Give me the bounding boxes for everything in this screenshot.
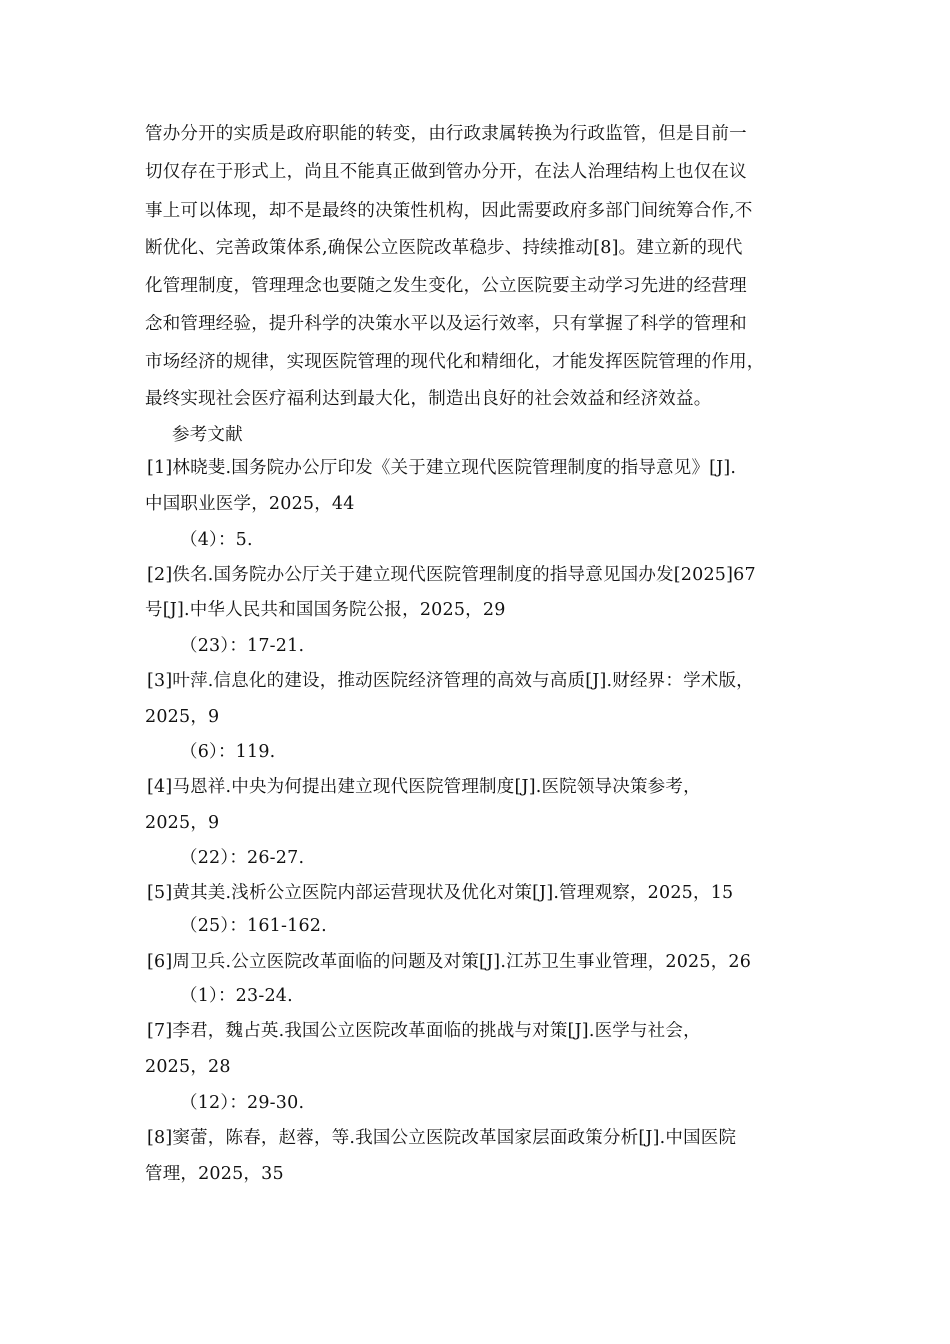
reference-4-line-2: 2025，9: [145, 813, 220, 833]
reference-3-line-3: （6）：119.: [180, 742, 276, 762]
reference-6-line-1: [6]周卫兵.公立医院改革面临的问题及对策[J].江苏卫生事业管理，2025，26: [147, 952, 752, 972]
body-line: 管办分开的实质是政府职能的转变，由行政隶属转换为行政监管，但是目前一: [145, 124, 747, 144]
reference-3-line-2: 2025，9: [145, 707, 220, 727]
reference-7-line-1: [7]李君，魏占英.我国公立医院改革面临的挑战与对策[J].医学与社会，: [147, 1021, 701, 1041]
reference-2-line-3: （23）：17-21.: [180, 636, 305, 656]
references-heading: 参考文献: [172, 425, 243, 445]
reference-2-line-2: 号[J].中华人民共和国国务院公报，2025，29: [145, 600, 506, 620]
reference-2-line-1: [2]佚名.国务院办公厅关于建立现代医院管理制度的指导意见国办发[2025]67: [147, 565, 756, 585]
reference-8-line-1: [8]窦蕾，陈春，赵蓉，等.我国公立医院改革国家层面政策分析[J].中国医院: [147, 1128, 737, 1148]
reference-1-line-3: （4）：5.: [180, 530, 253, 550]
reference-4-line-3: （22）：26-27.: [180, 848, 305, 868]
body-line: 最终实现社会医疗福利达到最大化，制造出良好的社会效益和经济效益。: [145, 389, 712, 409]
reference-7-line-2: 2025，28: [145, 1057, 231, 1077]
reference-1-line-2: 中国职业医学，2025，44: [145, 494, 355, 514]
reference-7-line-3: （12）：29-30.: [180, 1093, 305, 1113]
body-line: 念和管理经验，提升科学的决策水平以及运行效率，只有掌握了科学的管理和: [145, 314, 747, 334]
reference-4-line-1: [4]马恩祥.中央为何提出建立现代医院管理制度[J].医院领导决策参考，: [147, 777, 701, 797]
body-line: 断优化、完善政策体系,确保公立医院改革稳步、持续推动[8]。建立新的现代: [145, 238, 743, 258]
reference-3-line-1: [3]叶萍.信息化的建设，推动医院经济管理的高效与高质[J].财经界：学术版，: [147, 671, 754, 691]
reference-1-line-1: [1]林晓斐.国务院办公厅印发《关于建立现代医院管理制度的指导意见》[J].: [147, 458, 737, 478]
body-line: 事上可以体现，却不是最终的决策性机构，因此需要政府多部门间统筹合作,不: [145, 201, 753, 221]
reference-5-line-1: [5]黄其美.浅析公立医院内部运营现状及优化对策[J].管理观察，2025，15: [147, 883, 734, 903]
reference-5-line-2: （25）：161-162.: [180, 916, 327, 936]
body-line: 切仅存在于形式上，尚且不能真正做到管办分开，在法人治理结构上也仅在议: [145, 162, 747, 182]
body-line: 市场经济的规律，实现医院管理的现代化和精细化，才能发挥医院管理的作用，: [145, 352, 765, 372]
body-line: 化管理制度，管理理念也要随之发生变化，公立医院要主动学习先进的经营理: [145, 276, 747, 296]
reference-8-line-2: 管理，2025，35: [145, 1164, 284, 1184]
reference-6-line-2: （1）：23-24.: [180, 986, 293, 1006]
